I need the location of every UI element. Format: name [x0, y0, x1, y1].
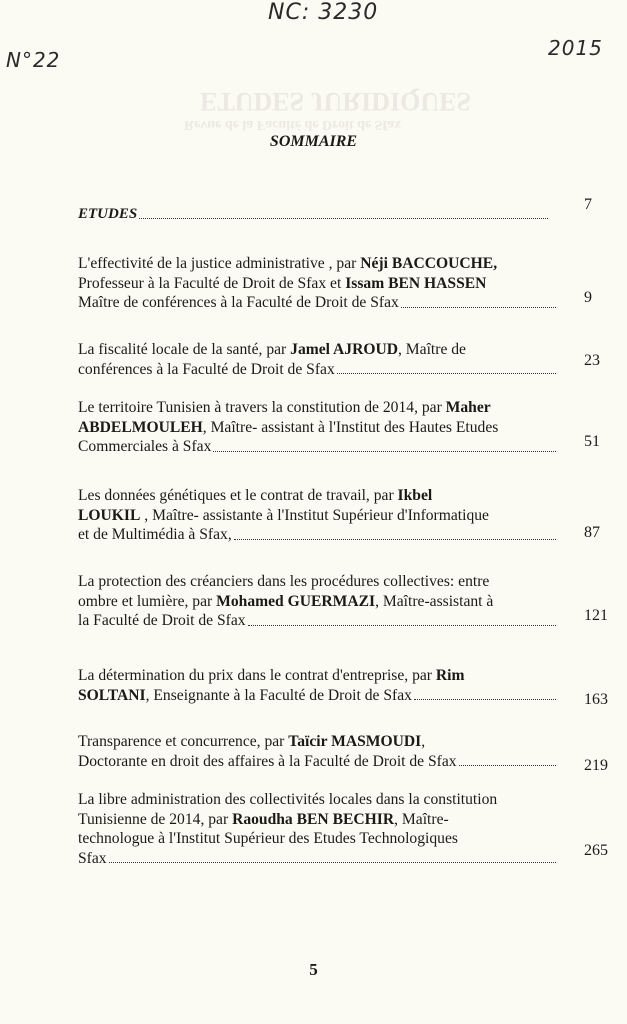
entry-author: Issam BEN HASSEN — [345, 274, 487, 292]
page-number: 5 — [309, 960, 318, 979]
entry-author: Néji BACCOUCHE, — [360, 255, 498, 272]
bleed-through-journal-subtitle: Revue de la Faculté de Droit de Sfax — [184, 117, 402, 132]
entry-author: Ikbel — [397, 487, 433, 504]
entry-line — [78, 254, 556, 274]
entry-line — [78, 810, 556, 830]
entry-text: Sfax — [78, 849, 107, 867]
page-title: SOMMAIRE — [269, 133, 358, 150]
leader-dots — [109, 861, 556, 863]
entry-author: Mohamed GUERMAZI — [216, 592, 376, 610]
entry-page-number: 121 — [584, 607, 608, 624]
entry-text: la Faculté de Droit de Sfax — [78, 612, 246, 629]
leader-dots — [337, 372, 556, 374]
entry-last-line — [78, 752, 556, 772]
entry-line — [78, 506, 556, 526]
entry-text: L'effectivité de la justice administrative , par — [78, 255, 361, 272]
leader-dots — [139, 217, 548, 219]
entry-author: Jamel AJROUD — [290, 341, 398, 358]
entry-line — [78, 398, 556, 418]
leader-dots — [414, 698, 556, 700]
entry-page-number: 265 — [584, 842, 608, 859]
toc-entry — [78, 398, 556, 457]
section-label: ETUDES — [78, 206, 138, 222]
entry-text: Doctorante en droit des affaires à la Faculté de Droit de Sfax — [78, 752, 457, 770]
entry-last-line — [78, 849, 556, 869]
entry-page-number: 219 — [584, 757, 608, 774]
entry-line — [78, 418, 556, 438]
entry-text: , Maître- — [394, 810, 449, 828]
entry-text: et de Multimédia à Sfax, — [78, 526, 232, 543]
entry-line — [78, 592, 556, 612]
entry-text: , Maître de — [398, 341, 466, 358]
handwritten-issue-number: N°22 — [6, 48, 61, 72]
entry-author: ABDELMOULEH — [78, 418, 203, 436]
entry-author: LOUKIL — [78, 506, 141, 524]
entry-last-line — [78, 611, 556, 631]
entry-line — [78, 486, 556, 506]
leader-dots — [213, 450, 556, 452]
entry-text: La protection des créanciers dans les procédures collectives: entre — [78, 573, 490, 590]
entry-last-line — [78, 360, 556, 380]
entry-author: Rim — [435, 667, 465, 684]
entry-line — [78, 790, 556, 810]
entry-text: La libre administration des collectivités locales dans la constitution — [78, 791, 498, 808]
toc-entry — [78, 732, 556, 771]
entry-text: Professeur à la Faculté de Droit de Sfax et — [78, 274, 346, 292]
entry-text: Transparence et concurrence, par — [78, 733, 289, 750]
entry-text: Les données génétiques et le contrat de travail, par — [78, 487, 398, 504]
section-page-number: 7 — [584, 196, 592, 213]
entry-page-number: 163 — [584, 691, 608, 708]
entry-text: Le territoire Tunisien à travers la constitution de 2014, par — [78, 399, 446, 416]
toc-entry — [78, 486, 556, 545]
entry-line — [78, 572, 556, 592]
toc-entry — [78, 666, 556, 705]
entry-text: technologue à l'Institut Supérieur des Etudes Technologiques — [78, 830, 458, 847]
handwritten-year: 2015 — [548, 36, 603, 60]
entry-author: Raoudha BEN BECHIR — [232, 810, 395, 828]
entry-line — [78, 274, 556, 294]
entry-text: , Enseignante à la Faculté de Droit de Sfax — [145, 686, 412, 704]
entry-line — [78, 829, 556, 849]
leader-dots — [248, 624, 556, 626]
entry-author: Taïcir MASMOUDI — [288, 733, 422, 750]
entry-text: Commerciales à Sfax — [78, 438, 212, 455]
entry-line — [78, 340, 556, 360]
entry-line — [78, 666, 556, 686]
handwritten-catalog-number: NC: 3230 — [268, 0, 379, 25]
entry-text: , Maître- assistante à l'Institut Supérieur d'Informatique — [140, 506, 489, 524]
section-heading — [78, 206, 548, 223]
toc-entry — [78, 340, 556, 379]
entry-author: SOLTANI — [78, 686, 146, 704]
entry-text: , Maître- assistant à l'Institut des Hautes Etudes — [202, 418, 499, 436]
toc-entry — [78, 254, 556, 313]
entry-page-number: 87 — [584, 524, 600, 541]
bleed-through-journal-title: ETUDES JURIDIQUES — [200, 87, 471, 116]
entry-text: conférences à la Faculté de Droit de Sfax — [78, 360, 335, 378]
entry-last-line — [78, 686, 556, 706]
entry-page-number: 51 — [584, 433, 600, 450]
entry-page-number: 9 — [584, 289, 592, 306]
entry-last-line — [78, 525, 556, 545]
entry-line — [78, 732, 556, 752]
entry-text: La détermination du prix dans le contrat d'entreprise, par — [78, 667, 436, 684]
entry-text: , — [421, 733, 426, 750]
entry-text: ombre et lumière, par — [78, 592, 217, 610]
leader-dots — [401, 306, 556, 308]
entry-text: Maître de conférences à la Faculté de Droit de Sfax — [78, 294, 399, 311]
entry-text: , Maître-assistant à — [375, 592, 494, 610]
entry-page-number: 23 — [584, 352, 600, 369]
leader-dots — [234, 538, 556, 540]
toc-entry — [78, 572, 556, 631]
leader-dots — [459, 764, 556, 766]
entry-text: Tunisienne de 2014, par — [78, 810, 233, 828]
entry-last-line — [78, 437, 556, 457]
entry-author: Maher — [445, 399, 491, 416]
entry-text: La fiscalité locale de la santé, par — [78, 341, 291, 358]
toc-entry — [78, 790, 556, 868]
entry-last-line — [78, 293, 556, 313]
